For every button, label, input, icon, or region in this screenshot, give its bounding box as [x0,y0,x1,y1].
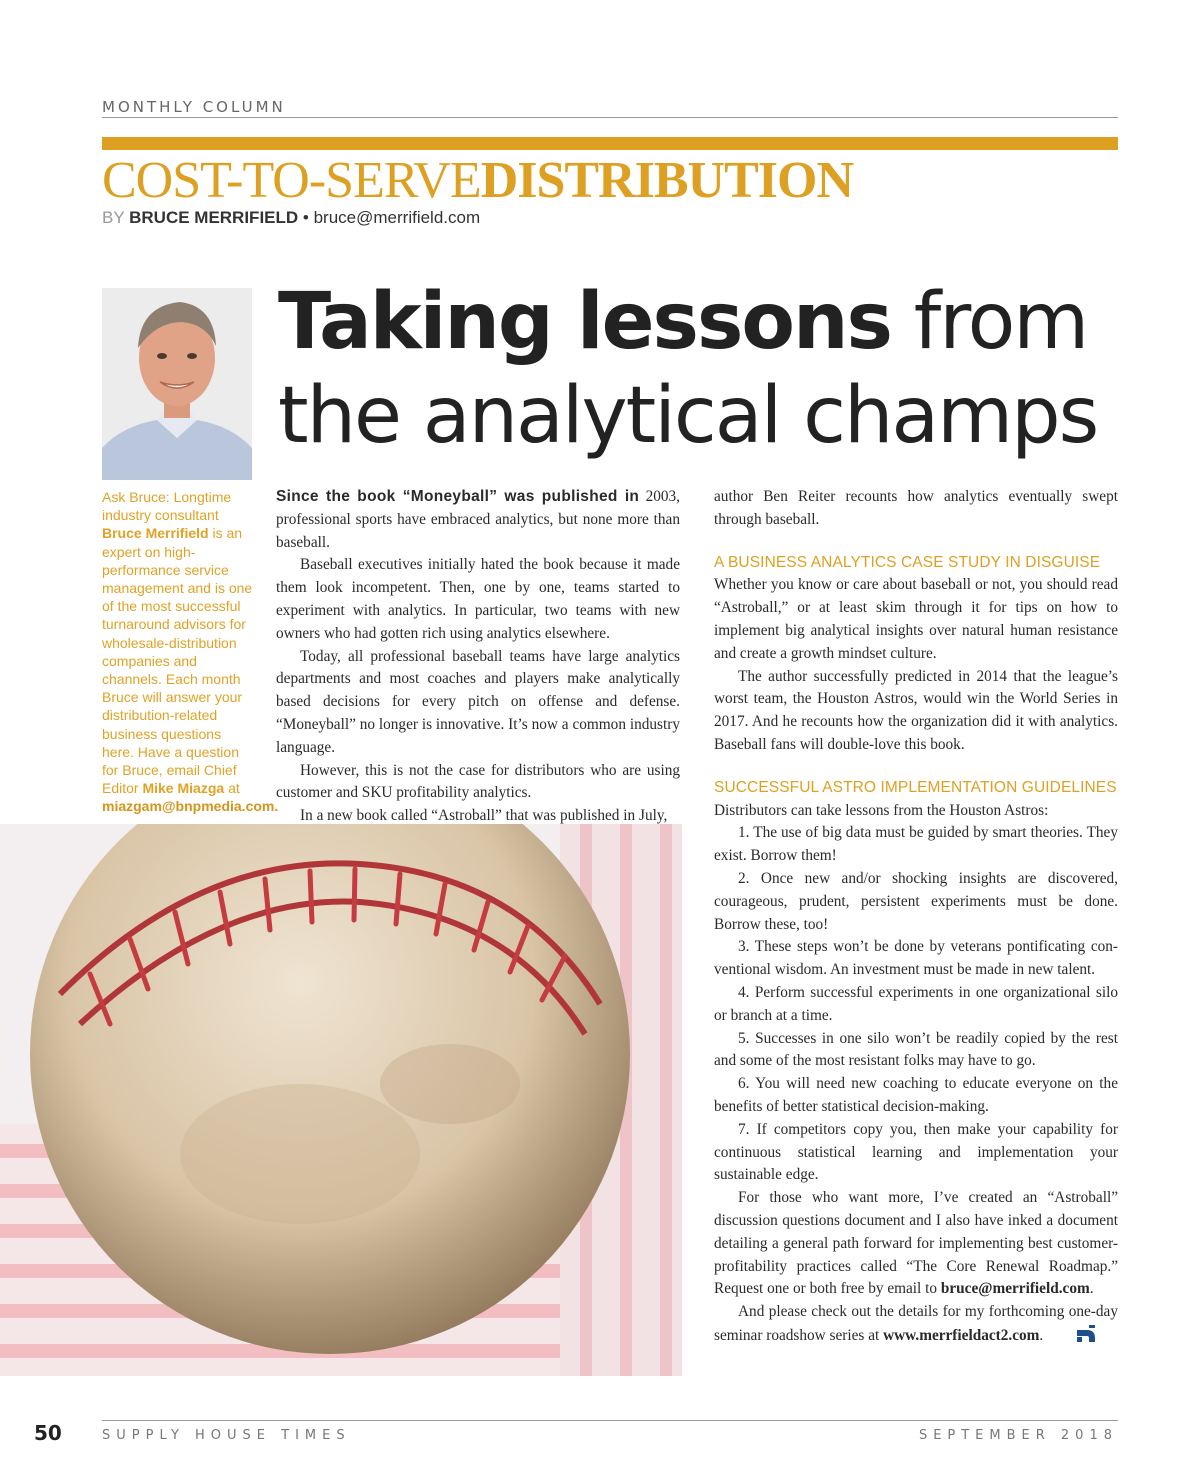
issue-date: SEPTEMBER 2018 [918,1428,1118,1443]
publication-name: SUPPLY HOUSE TIMES [102,1428,351,1443]
paragraph: Whether you know or care about baseball or not, you should read “Astroball,” or at least skim through it for tips on how to implement big analytical insights over natural human resistance and create a growth mindset culture. [714,576,1118,662]
bio-intro: Ask Bruce: Longtime industry consultant [102,489,232,524]
list-item: 3. These steps won’t be done by veterans pontificating con-ventional wisdom. An investment must be made in new talent. [714,938,1118,979]
paragraph-text: And please check out the details for my forthcoming one-day seminar roadshow series at [714,1303,1118,1344]
end-of-article-icon [1051,1324,1097,1350]
author-name: BRUCE MERRIFIELD [129,208,299,227]
paragraph: Distributors can take lessons from the Houston Astros: [714,801,1049,819]
contact-email[interactable]: bruce@merrifield.com [940,1280,1090,1298]
header-divider [102,117,1118,118]
list-item: 7. If competitors copy you, then make your capability for continuous statistical learning and implementation your sustainable edge. [714,1120,1118,1184]
author-bio-sidebar [102,488,279,816]
column-title-light: COST-TO-SERVE [102,152,481,209]
paragraph: Today, all professional baseball teams have large analytics departments and most coaches and players make analytically based decisions for every pitch on offense and defense. “Moneyball” no longer is innovative. It’s now a common industry language. [276,647,680,756]
byline-separator: • [302,208,309,227]
list-item: 2. Once new and/or shocking insights are discovered, courageous, prudent, persistent experiments must be done. Borrow these, too! [714,869,1118,933]
list-item: 4. Perform successful experiments in one organizational silo or branch at a time. [714,983,1118,1024]
page-number: 50 [34,1421,62,1445]
column-kicker: MONTHLY COLUMN [102,98,286,116]
section-heading: SUCCESSFUL ASTRO IMPLEMENTATION GUIDELINES [714,778,1117,796]
footer-divider [102,1420,1118,1421]
list-item: 5. Successes in one silo won’t be readily copied by the rest and some of the most resistant folks may have to go. [714,1029,1118,1070]
author-email[interactable]: bruce@merrifield.com [313,208,481,227]
paragraph-text: 2003, professional sports have embraced analytics, but none more than baseball. [276,488,680,551]
list-item: 1. The use of big data must be guided by smart theories. They exist. Borrow them! [714,824,1118,865]
list-item: 6. You will need new coaching to educate everyone on the benefits of better statistical decision-making. [714,1075,1118,1115]
paragraph: However, this is not the case for distributors who are using customer and SKU profitability analytics. [276,761,680,802]
headline-light: from [913,277,1088,367]
paragraph [714,1187,1118,1301]
paragraph [714,1301,1118,1350]
paragraph: In a new book called “Astroball” that was published in July, [300,807,668,825]
article-column-1 [276,486,680,828]
website-link[interactable]: www.merrfieldact2.com [883,1326,1040,1344]
article-column-2 [714,486,1118,1350]
punctuation: . [1089,1280,1094,1298]
paragraph [276,486,680,554]
bio-editor-name: Mike Miazga [142,780,225,797]
paragraph-text: For those who want more, I’ve created an “Astroball” discussion questions document and I also have inked a document detailing a general path forward for implementing best customer-profitability practices called “The Core Renewal Roadmap.” Request one or both free by email to [714,1189,1118,1298]
baseball-photo [0,824,682,1376]
lead-in: Since the book “Moneyball” was published in [276,488,640,505]
editor-email[interactable]: miazgam@bnpmedia.com. [102,798,279,815]
paragraph: Baseball executives initially hated the book because it made them look incompetent. Then, one by one, teams started to experiment with analytics. In particular, two teams with new owners who had gotten rich using analytics elsewhere. [276,556,680,642]
section-heading: A BUSINESS ANALYTICS CASE STUDY IN DISGUISE [714,553,1101,571]
column-title-bold: DISTRIBUTION [480,152,854,209]
bio-at: at [228,780,240,797]
paragraph: The author successfully predicted in 2014 that the league’s worst team, the Houston Astros, would win the World Series in 2017. And he recounts how the organization did it with analytics. Baseball fans will double-love this book. [714,667,1118,753]
author-photo [102,288,252,480]
bio-body: is an expert on high-performance service management and is one of the most successful turnaround advisors for wholesale-distribution companies and channels. Each month Bruce will answer your distribution-related business questions here. Have a question for Bruce, email Chief Editor [102,525,253,797]
byline-by: BY [102,208,125,227]
punctuation: . [1039,1326,1044,1344]
paragraph: author Ben Reiter recounts how analytics eventually swept through baseball. [714,488,1118,528]
column-title [102,148,853,213]
bio-author-name: Bruce Merrifield [102,525,209,542]
headline [278,272,1097,460]
byline [102,208,480,228]
headline-bold: Taking lessons [278,277,891,367]
headline-line-2: the analytical champs [278,371,1098,461]
